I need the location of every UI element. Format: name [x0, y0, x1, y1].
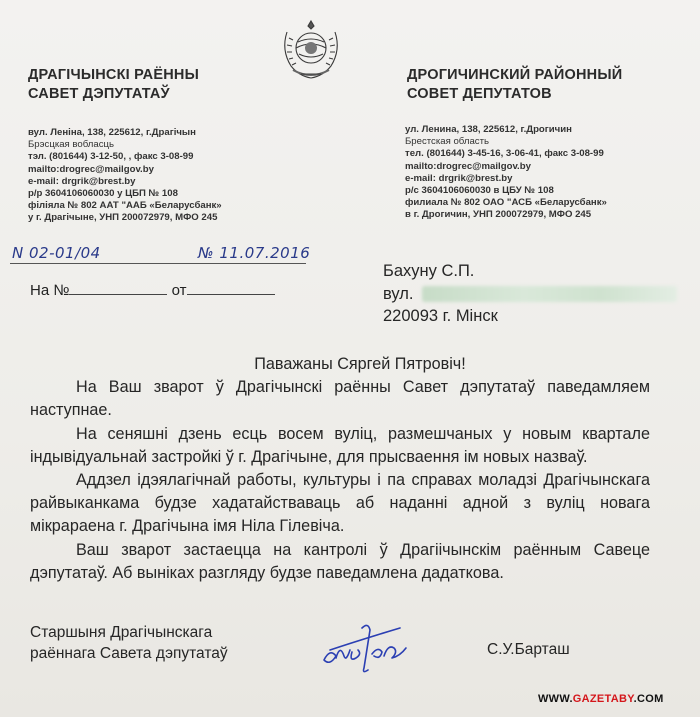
registration-number: N 02-01/04 — [12, 244, 101, 262]
paragraph: Аддзел ідэялагічнай работы, культуры і па справах моладзі Драгічынскага райвыканкама будзе хадатайстваваць аб наданні адной з вуліц новага мікрараена г. Драгічына імя Ніла Гілевіча. — [30, 471, 650, 536]
header-left-title — [28, 66, 199, 104]
address-right-line: e-mail: drgrik@brest.by — [405, 172, 513, 184]
reply-date-label: от — [171, 282, 187, 299]
addressee-block — [383, 260, 677, 328]
address-left-line: у г. Драгічыне, УНП 200072979, МФО 245 — [28, 212, 218, 224]
reply-date-blank — [187, 282, 275, 295]
paragraph: На Ваш зварот ў Драгічынскі раённы Савет дэпутатаў паведамляем наступнае. — [30, 378, 650, 420]
address-right-line: филиала № 802 ОАО "АСБ «Беларусбанк» — [405, 197, 607, 209]
addressee-name: Бахуну С.П. — [383, 262, 475, 280]
reply-number-label: На № — [30, 282, 70, 299]
address-right-line: mailto:drogrec@mailgov.by — [405, 160, 531, 172]
watermark-prefix: WWW. — [538, 693, 573, 705]
address-right-line: р/с 3604106060030 в ЦБУ № 108 — [405, 185, 554, 197]
signatory-position-line-1: Старшыня Драгічынскага — [30, 624, 213, 641]
header-right-title — [407, 66, 622, 104]
registration-date — [198, 244, 310, 262]
address-right-line: в г. Дрогичин, УНП 200072979, МФО 245 — [405, 209, 592, 221]
redacted-street — [422, 286, 677, 302]
address-left-line: mailto:drogrec@mailgov.by — [28, 163, 154, 175]
address-left-line: e-mail: drgrik@brest.by — [28, 175, 136, 187]
signatory-position — [30, 622, 228, 664]
address-left-line: р/р 3604106060030 у ЦБП № 108 — [28, 188, 178, 200]
registration-date-value: 11.07.2016 — [219, 244, 311, 262]
signatory-position-line-2: раённага Савета дэпутатаў — [30, 645, 228, 662]
paragraph: На сеняшні дзень есць восем вуліц, размешчаных у новым квартале індывідуальнай застройкі ў г. Драгічыне, для прысваення ім новых назваў. — [30, 424, 650, 466]
coat-of-arms-icon — [279, 18, 343, 84]
registration-date-prefix: № — [198, 244, 215, 262]
salutation: Паважаны Сяргей Пятровіч! — [254, 355, 466, 373]
site-watermark — [538, 693, 664, 705]
addressee-street — [383, 283, 677, 306]
address-left-line: Брэсцкая вобласць — [28, 139, 115, 151]
header-left-title-line-2: САВЕТ ДЭПУТАТАЎ — [28, 86, 170, 102]
address-block-right — [405, 124, 607, 222]
address-left-line: тэл. (801644) 3-12-50, , факс 3-08-99 — [28, 151, 194, 163]
letter-body — [30, 353, 650, 585]
reply-number-blank — [69, 282, 167, 295]
handwritten-signature — [316, 618, 426, 678]
address-left-line: філіяла № 802 ААТ "ААБ «Беларусбанк» — [28, 200, 222, 212]
watermark-brand: GAZETABY — [572, 693, 634, 705]
paragraph: Ваш зварот застаецца на кантролі ў Драгіічынскім раённым Савеце дэпутатаў. Аб выніках разгляду будзе паведамлена дадаткова. — [30, 540, 650, 582]
header-right-title-line-1: ДРОГИЧИНСКИЙ РАЙОННЫЙ — [407, 67, 623, 83]
reply-reference-line — [30, 282, 275, 299]
header-right-title-line-2: СОВЕТ ДЕПУТАТОВ — [407, 86, 552, 102]
signatory-name: С.У.Барташ — [487, 641, 570, 658]
registration-underline — [10, 263, 306, 264]
address-left-line: вул. Леніна, 138, 225612, г.Драгічын — [28, 127, 196, 138]
address-block-left — [28, 127, 222, 225]
address-right-line: тел. (801644) 3-45-16, 3-06-41, факс 3-08-99 — [405, 148, 604, 160]
address-right-line: Брестская область — [405, 136, 489, 148]
header-left-title-line-1: ДРАГІЧЫНСКІ РАЁННЫ — [28, 67, 199, 83]
addressee-street-prefix: вул. — [383, 284, 414, 303]
watermark-suffix: .COM — [633, 693, 664, 705]
addressee-city: 220093 г. Мінск — [383, 307, 498, 325]
address-right-line: ул. Ленина, 138, 225612, г.Дрогичин — [405, 124, 572, 135]
